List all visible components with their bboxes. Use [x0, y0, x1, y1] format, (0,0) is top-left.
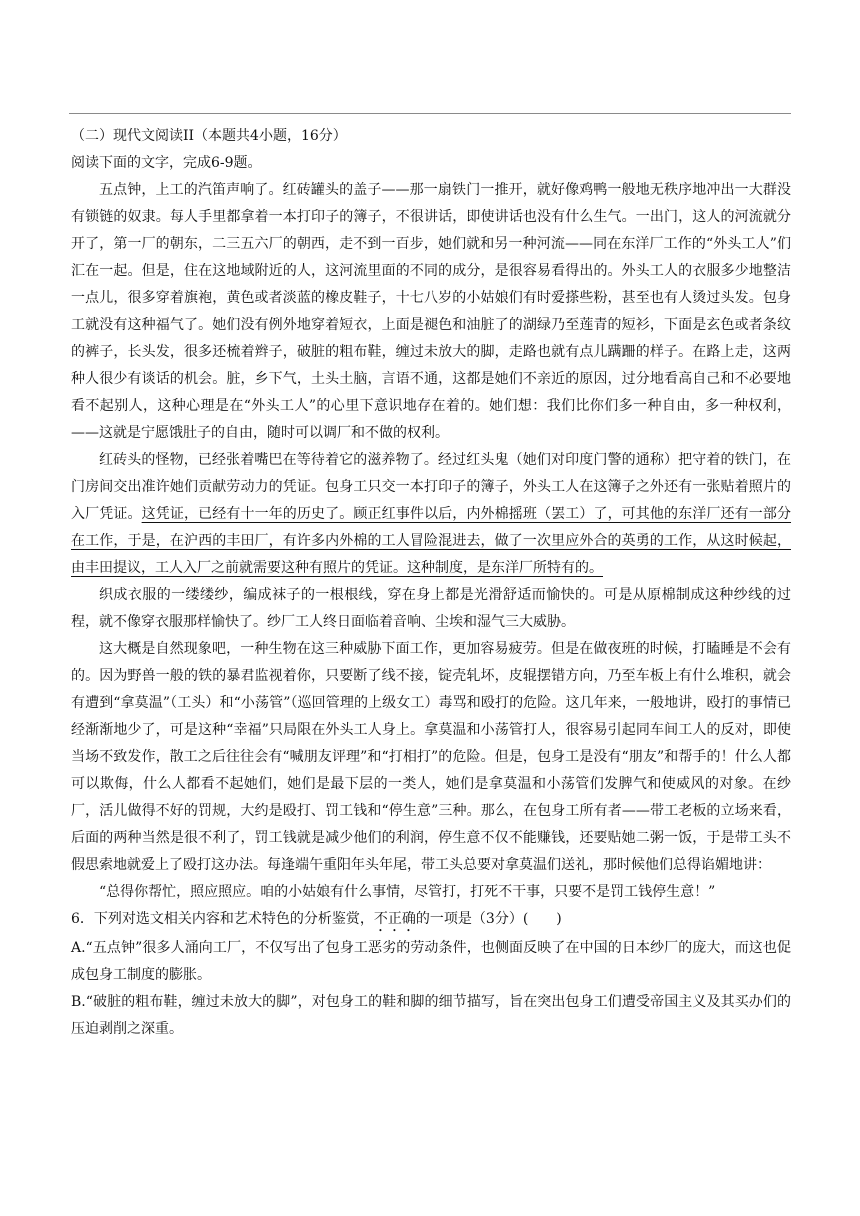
question-stem-emphasis: 不正确 — [373, 911, 416, 927]
passage-paragraph-1: 五点钟，上工的汽笛声响了。红砖罐头的盖子——那一扇铁门一推开，就好像鸡鸭一般地无秩序地冲出一大群没有锁链的奴隶。每人手里都拿着一本打印子的簿子，不很讲话，即使讲话也没有什么生气。一出门，这人的河流就分开了，第一厂的朝东，二三五六厂的朝西，走不到一百步，她们就和另一种河流——同在东洋厂工作的“外头工人”们汇在一起。但是，住在这地域附近的人，这河流里面的不同的成分，是很容易看得出的。外头工人的衣服多少地整洁一点儿，很多穿着旗袍，黄色或者淡蓝的橡皮鞋子，十七八岁的小姑娘们有时爱搽些粉，甚至也有人烫过头发。包身工就没有这种福气了。她们没有例外地穿着短衣，上面是褪色和油脏了的湖绿乃至莲青的短衫，下面是玄色或者条纹的裤子，长头发，很多还梳着辫子，破脏的粗布鞋，缠过未放大的脚，走路也就有点儿蹒跚的样子。在路上走，这两种人很少有谈话的机会。脏，乡下气，土头土脑，言语不通，这都是她们不亲近的原因，过分地看高自己和不必要地看不起别人，这种心理是在“外头工人”的心里下意识地存在着的。她们想：我们比你们多一种自由，多一种权利，——这就是宁愿饿肚子的自由，随时可以调厂和不做的权利。 — [71, 182, 791, 441]
option-b: B.“破脏的粗布鞋，缠过未放大的脚”，对包身工的鞋和脚的细节描写，旨在突出包身工们遭受帝国主义及其买办们的压迫剥削之深重。 — [71, 994, 791, 1037]
header-rule — [69, 113, 791, 114]
document-body — [71, 123, 791, 1043]
question-stem-after: 的一项是（3分）( ) — [415, 911, 562, 927]
question-stem-before: 6．下列对选文相关内容和艺术特色的分析鉴赏， — [71, 911, 374, 927]
passage-paragraph-3: 织成衣服的一缕缕纱，编成袜子的一根根线，穿在身上都是光滑舒适而愉快的。可是从原棉制成这种纱线的过程，就不像穿衣服那样愉快了。纱厂工人终日面临着音响、尘埃和湿气三大威胁。 — [71, 587, 791, 630]
question-6-stem — [71, 906, 791, 935]
underlined-passage: 这凭证，已经有十一年的历史了。顾正红事件以后，内外棉摇班（罢工）了，可其他的东洋厂还有一部分在工作，于是，在沪西的丰田厂，有许多内外棉的工人冒险混进去，做了一次里应外合的英勇的工作，从这时候起，由丰田提议，工人入厂之前就需要这种有照片的凭证。这种制度，是东洋厂所特有的。 — [71, 506, 792, 576]
passage-paragraph-4: 这大概是自然现象吧，一种生物在这三种威胁下面工作，更加容易疲劳。但是在做夜班的时候，打瞌睡是不会有的。因为野兽一般的铁的暴君监视着你，只要断了线不接，锭壳轧坏，皮辊摆错方向，乃至车板上有什么堆积，就会有遭到“拿莫温”（工头）和“小荡管”（巡回管理的上级女工）毒骂和殴打的危险。这几年来，一般地讲，殴打的事情已经渐渐地少了，可是这种“幸福”只局限在外头工人身上。拿莫温和小荡管打人，很容易引起同车间工人的反对，即使当场不致发作，散工之后往往会有“喊朋友评理”和“打相打”的危险。但是，包身工是没有“朋友”和帮手的！什么人都可以欺侮，什么人都看不起她们，她们是最下层的一类人，她们是拿莫温和小荡管们发脾气和使威风的对象。在纱厂，活儿做得不好的罚规，大约是殴打、罚工钱和“停生意”三种。那么，在包身工所有者——带工老板的立场来看，后面的两种当然是很不利了，罚工钱就是减少他们的利润，停生意不仅不能赚钱，还要贴她二粥一饭，于是带工头不假思索地就爱上了殴打这办法。每逢端午重阳年头年尾，带工头总要对拿莫温们送礼，那时候他们总得谄媚地讲： — [71, 641, 791, 873]
passage-paragraph-2 — [71, 447, 791, 582]
passage-paragraph-5: “总得你帮忙，照应照应。咱的小姑娘有什么事情，尽管打，打死不干事，只要不是罚工钱停生意！” — [99, 884, 716, 900]
option-a: A.“五点钟”很多人涌向工厂，不仅写出了包身工恶劣的劳动条件，也侧面反映了在中国的日本纱厂的庞大，而这也促成包身工制度的膨胀。 — [71, 940, 791, 983]
reading-instruction: 阅读下面的文字，完成6-9题。 — [71, 155, 262, 171]
passage-paragraph-2-text: 红砖头的怪物，已经张着嘴巴在等待着它的滋养物了。经过红头鬼（她们对印度门警的通称）把守着的铁门，在门房间交出准许她们贡献劳动力的凭证。包身工只交一本打印子的簿子，外头工人在这簿子之外还有一张贴着照片的入厂凭证。 — [71, 452, 791, 522]
section-heading: （二）现代文阅读II（本题共4小题，16分） — [71, 128, 347, 144]
